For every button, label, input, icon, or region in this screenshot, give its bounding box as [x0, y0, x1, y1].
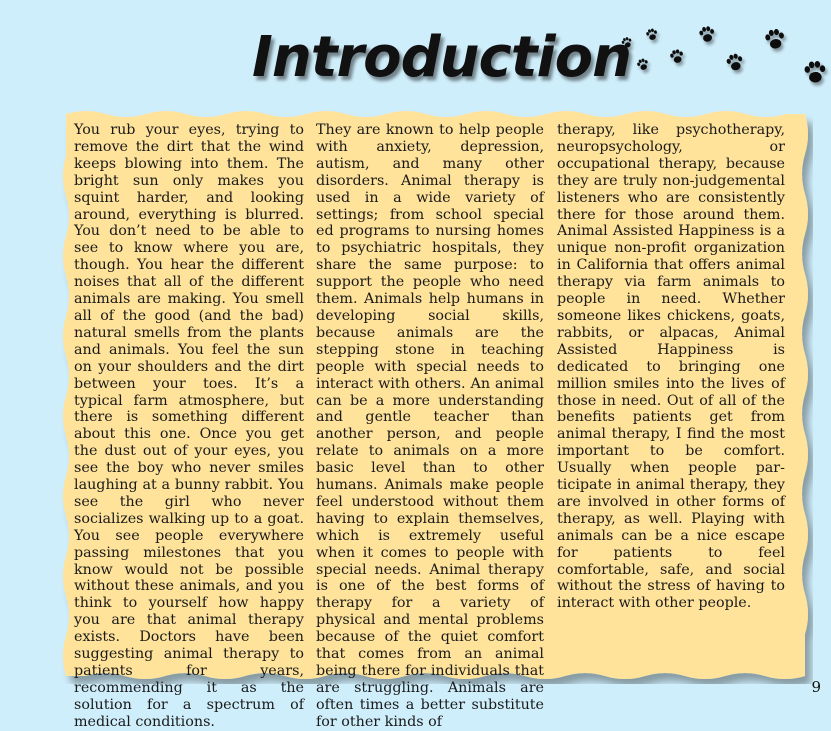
paw-print-icon [645, 28, 658, 42]
paw-print-icon [636, 57, 650, 71]
paw-print-icon [669, 48, 685, 64]
paw-prints-decoration [615, 15, 831, 110]
page-number: 9 [811, 678, 821, 696]
paw-print-icon [698, 25, 715, 42]
body-column-1: You rub your eyes, trying to remove the dirt that the wind keeps blowing into them. The bright sun only makes you squint harder, and looking around, everything is blurred. You don’t need to be able to see to know where you are, though. You hear the different noises that all of the different animals are making. You smell all of the good (and the bad) natural smells from the plants and animals. You feel the sun on your shoulders and the dirt between your toes. It’s a typical farm atmosphere, but there is something different about this one. Once you get the dust out of your eyes, you see the boy who never smiles laughing at a bunny rabbit. You see the girl who never socializes walking up to a goat. You see people everywhere passing milestones that you know would not be possible without these animals, and you think to yourself how happy you are that animal therapy exists. Doctors have been suggesting animal therapy to patients for years, recommending it as the solution for a spectrum of medical conditions. [74, 122, 304, 730]
page-title: Introduction [252, 25, 632, 90]
paw-print-icon [764, 28, 786, 50]
body-column-2: They are known to help people with anxiety, depression, autism, and many other disorders. Animal therapy is used in a wide variety of settings; from school special ed programs to nursing homes to psychiatric hospitals, they share the same purpose: to support the people who need them. Animals help humans in developing social skills, because animals are the stepping stone in teaching people with special needs to interact with others. An animal can be a more understanding and gentle teacher than another person, and people relate to animals on a more basic level than to other humans. Animals make people feel understood without them having to explain themselves, which is extremely useful when it comes to people with special needs. Animal therapy is one of the best forms of therapy for a variety of physical and mental problems because of the quiet comfort that comes from an animal being there for individuals that are struggling. Animals are often times a better substitute for other kinds of [316, 122, 544, 730]
paw-print-icon [804, 60, 826, 83]
body-column-3: therapy, like psychotherapy, neuropsychology, or occupational therapy, because they are truly non-judgemental listeners who are consistently there for those around them. Animal Assisted Happiness is a unique non-profit organization in California that offers animal therapy via farm animals to people in need. Whether someone likes chickens, goats, rabbits, or alpacas, Animal Assisted Happiness is dedicated to bringing one million smiles into the lives of those in need. Out of all of the benefits patients get from animal therapy, I find the most important to be comfort. Usually when people participate in animal therapy, they are involved in other forms of therapy, as well. Playing with animals can be a nice escape for patients to feel comfortable, safe, and social without the stress of having to interact with other people. [557, 122, 785, 612]
paw-print-icon [725, 52, 744, 72]
